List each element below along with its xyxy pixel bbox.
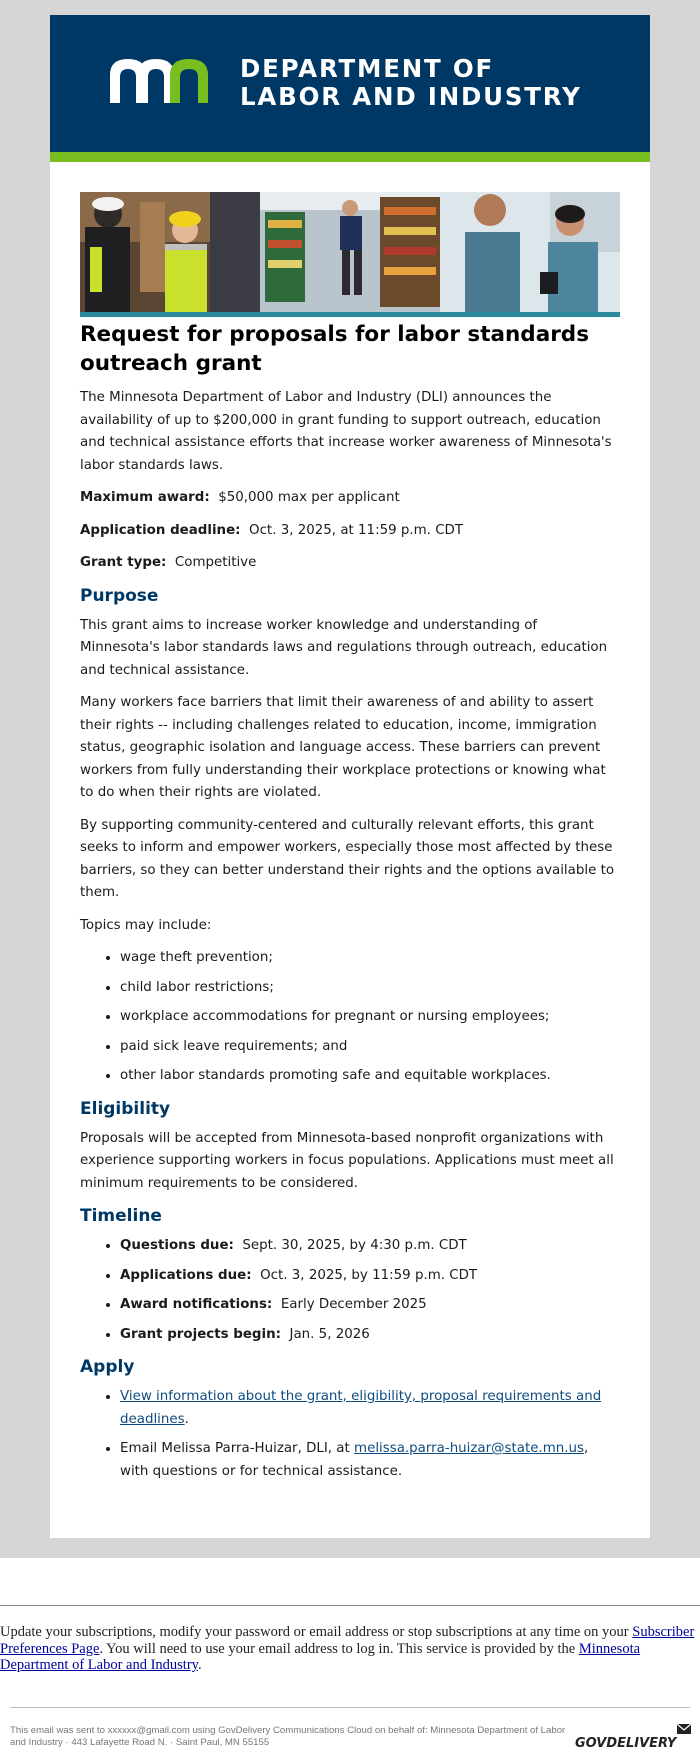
list-item: • wage theft prevention; — [120, 947, 620, 970]
footer-text-3: . — [197, 1657, 202, 1673]
list-item — [120, 1294, 620, 1317]
fine-print: This email was sent to xxxxxx@gmail.com using GovDelivery Communications Cloud on behalf of: Minnesota Department of Labor and Industry · 443 Lafayette Road N. · Saint Paul, MN 55155 — [10, 1725, 566, 1748]
govdelivery-logo-icon[interactable] — [575, 1720, 693, 1750]
grant-type-value: Competitive — [174, 555, 257, 570]
list-item — [120, 1438, 620, 1483]
eligibility-heading: Eligibility — [80, 1098, 171, 1119]
list-item: • paid sick leave requirements; and — [120, 1036, 620, 1059]
timeline-list — [80, 1235, 620, 1346]
topics-list — [80, 947, 620, 1088]
mn-logo-icon[interactable] — [108, 53, 223, 103]
workers-photo-collage — [80, 192, 620, 317]
header-banner — [50, 15, 650, 152]
footer-text-2: . You will need to use your email address to log in. This service is provided by the — [99, 1640, 579, 1657]
footer-text-1: Update your subscriptions, modify your password or email address or stop subscriptions at any time on your — [0, 1624, 633, 1640]
list-item — [120, 1386, 620, 1431]
list-item: • child labor restrictions; — [120, 977, 620, 1000]
department-title — [240, 55, 582, 111]
topics-intro: Topics may include: — [80, 917, 212, 933]
purpose-paragraph-2: Many workers face barriers that limit their awareness of and ability to assert their rights -- including challenges related to education, income, immigration status, geographic isolation and language access. These barriers can prevent workers from fully understanding their workplace protections or knowing what to do when their rights are violated. — [80, 695, 606, 800]
header-accent-bar — [50, 152, 650, 162]
email-text-after: , with questions or for technical assistance. — [120, 1441, 589, 1479]
grant-type-label: Grant type: — [80, 555, 167, 570]
list-item — [120, 1265, 620, 1288]
eligibility-paragraph: Proposals will be accepted from Minnesota-based nonprofit organizations with experience supporting workers in focus populations. Applications must meet all minimum requirements to be considered. — [80, 1130, 614, 1191]
contact-email-link[interactable]: melissa.parra-huizar@state.mn.us — [354, 1441, 584, 1456]
banner-image — [80, 192, 620, 317]
list-item: • other labor standards promoting safe and equitable workplaces. — [120, 1065, 620, 1088]
grant-info-link[interactable]: View information about the grant, eligibility, proposal requirements and deadlines — [120, 1389, 602, 1427]
dept-title-line1: DEPARTMENT OF — [240, 54, 495, 83]
footer-divider — [0, 1605, 700, 1606]
list-item — [120, 1235, 620, 1258]
department-link[interactable]: Minnesota Department of Labor and Industry — [0, 1640, 641, 1673]
subscriber-preferences-link[interactable]: Subscriber Preferences Page — [0, 1624, 695, 1657]
email-text-before: Email Melissa Parra-Huizar, DLI, at — [120, 1441, 355, 1456]
link-trailing-period: . — [184, 1411, 189, 1427]
list-item: • workplace accommodations for pregnant or nursing employees; — [120, 1006, 620, 1029]
max-award-value: $50,000 max per applicant — [218, 490, 400, 505]
list-item — [120, 1324, 620, 1347]
timeline-value: Jan. 5, 2026 — [289, 1326, 370, 1342]
max-award-row — [80, 487, 620, 510]
govdelivery-brand-text: GOVDELIVERY — [575, 1736, 677, 1750]
email-card — [50, 15, 650, 1538]
page-title: Request for proposals for labor standards outreach grant — [80, 322, 589, 376]
timeline-label: Grant projects begin: — [120, 1326, 281, 1342]
grant-type-row — [80, 552, 620, 575]
intro-paragraph: The Minnesota Department of Labor and Industry (DLI) announces the availability of up to $200,000 in grant funding to support outreach, education and technical assistance efforts that increase worker awareness of Minnesota's labor standards laws. — [80, 390, 612, 473]
email-footer — [0, 1605, 700, 1674]
deadline-row — [80, 520, 620, 543]
deadline-value: Oct. 3, 2025, at 11:59 p.m. CDT — [249, 522, 464, 538]
deadline-label: Application deadline: — [80, 522, 241, 538]
subscription-notice — [0, 1624, 700, 1674]
timeline-value: Sept. 30, 2025, by 4:30 p.m. CDT — [242, 1238, 467, 1253]
timeline-label: Applications due: — [120, 1267, 252, 1283]
purpose-heading: Purpose — [80, 585, 159, 606]
apply-list — [80, 1386, 620, 1483]
apply-heading: Apply — [80, 1357, 135, 1377]
timeline-heading: Timeline — [80, 1206, 162, 1226]
dept-title-line2: LABOR AND INDUSTRY — [240, 82, 582, 111]
timeline-label: Award notifications: — [120, 1297, 273, 1312]
purpose-paragraph-3: By supporting community-centered and culturally relevant efforts, this grant seeks to inform and empower workers, especially those most affected by these barriers, so they can better understand their rights and the options available to them. — [80, 817, 615, 900]
timeline-value: Early December 2025 — [280, 1297, 427, 1312]
timeline-value: Oct. 3, 2025, by 11:59 p.m. CDT — [260, 1267, 478, 1283]
timeline-label: Questions due: — [120, 1238, 234, 1253]
purpose-paragraph-1: This grant aims to increase worker knowledge and understanding of Minnesota's labor standards laws and regulations through outreach, education and technical assistance. — [80, 617, 608, 678]
max-award-label: Maximum award: — [80, 490, 210, 505]
article-content — [80, 192, 620, 1493]
fine-print-divider — [10, 1707, 690, 1708]
